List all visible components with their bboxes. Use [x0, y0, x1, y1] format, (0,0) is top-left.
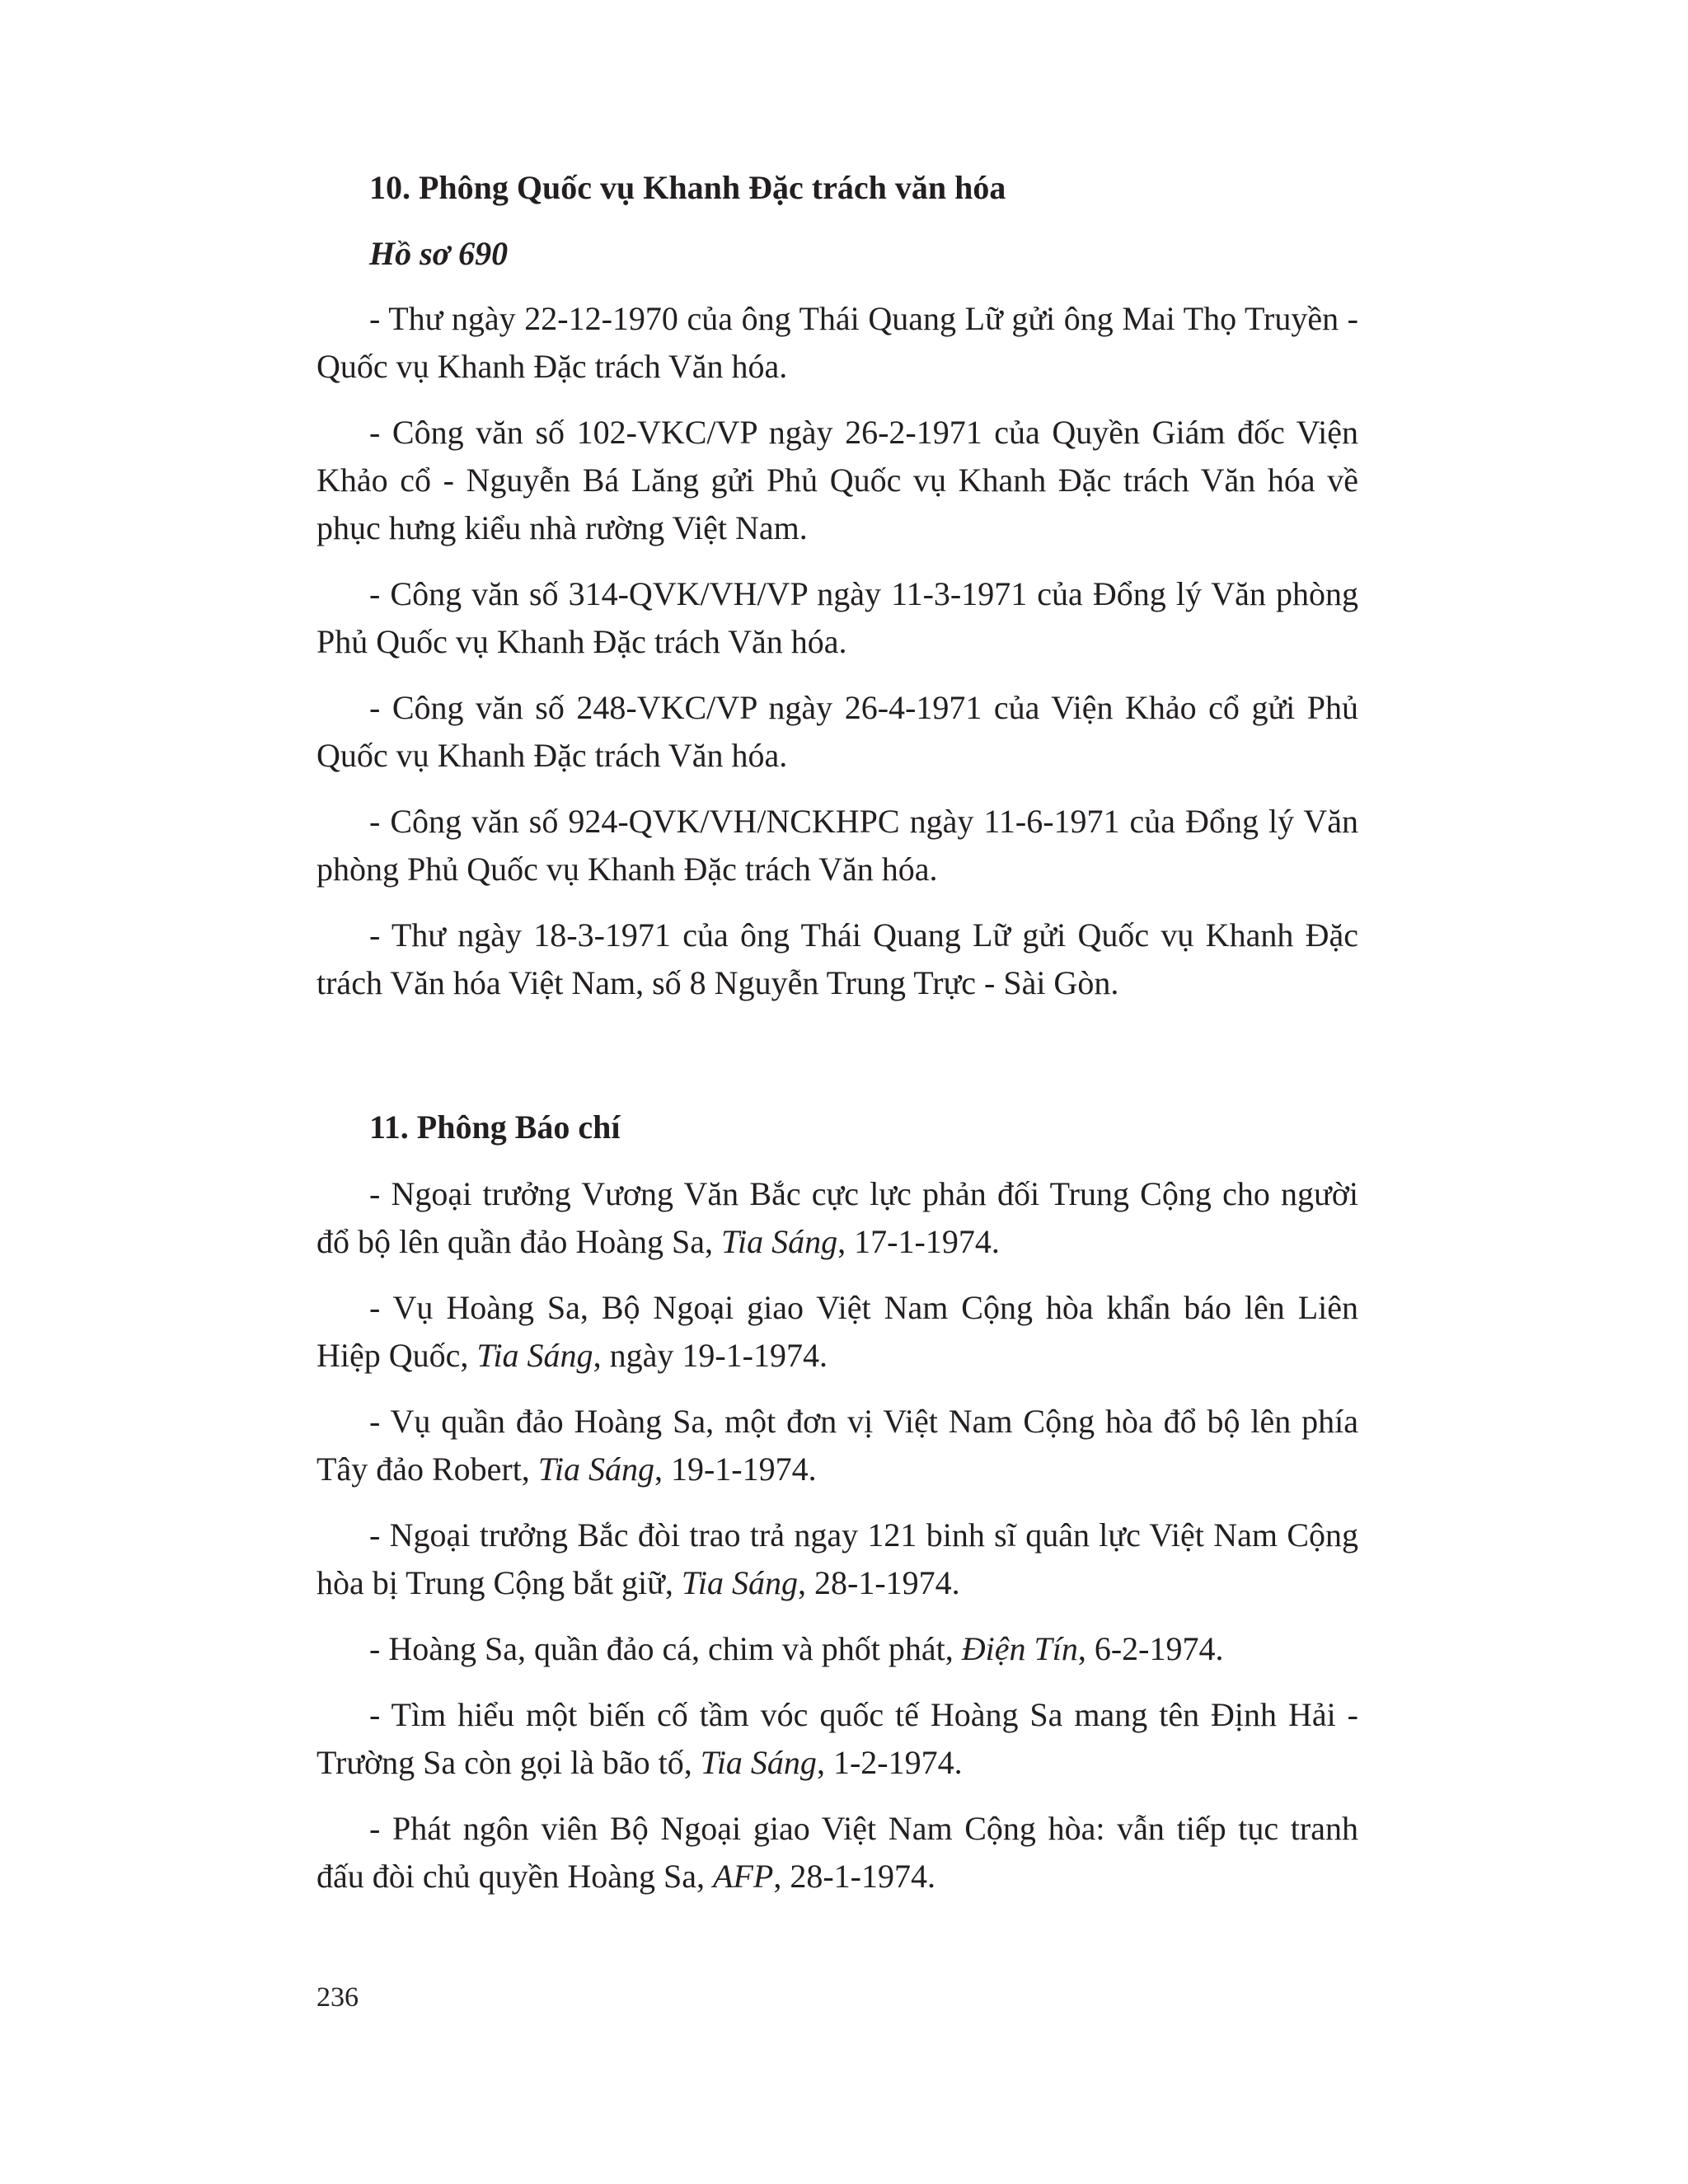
section-spacer	[316, 1025, 1358, 1104]
press-entry: - Phát ngôn viên Bộ Ngoại giao Việt Nam Cộng hòa: vẫn tiếp tục tranh đấu đòi chủ quyền Hoàng Sa, AFP, 28-1-1974.	[316, 1810, 1358, 1895]
document-entry: - Công văn số 102-VKC/VP ngày 26-2-1971 của Quyền Giám đốc Viện Khảo cổ - Nguyễn Bá Lăng gửi Phủ Quốc vụ Khanh Đặc trách Văn hóa về phục hưng kiểu nhà rường Việt Nam.	[316, 414, 1358, 546]
newspaper-name: Tia Sáng	[721, 1223, 838, 1260]
document-entry: - Thư ngày 18-3-1971 của ông Thái Quang Lữ gửi Quốc vụ Khanh Đặc trách Văn hóa Việt Nam, số 8 Nguyễn Trung Trực - Sài Gòn.	[316, 916, 1358, 1001]
document-entry: - Công văn số 314-QVK/VH/VP ngày 11-3-1971 của Đổng lý Văn phòng Phủ Quốc vụ Khanh Đặc trách Văn hóa.	[316, 575, 1358, 660]
press-entry: - Vụ quần đảo Hoàng Sa, một đơn vị Việt Nam Cộng hòa đổ bộ lên phía Tây đảo Robert, Tia Sáng, 19-1-1974.	[316, 1403, 1358, 1488]
document-page	[316, 165, 1358, 1919]
newspaper-name: Tia Sáng	[476, 1337, 593, 1374]
document-entry: - Thư ngày 22-12-1970 của ông Thái Quang Lữ gửi ông Mai Thọ Truyền - Quốc vụ Khanh Đặc trách Văn hóa.	[316, 300, 1358, 385]
section-11	[316, 1104, 1358, 1900]
newspaper-name: Điện Tín	[961, 1630, 1078, 1667]
press-entry: - Tìm hiểu một biến cố tầm vóc quốc tế Hoàng Sa mang tên Định Hải - Trường Sa còn gọi là bão tố, Tia Sáng, 1-2-1974.	[316, 1696, 1358, 1781]
press-entry: - Ngoại trưởng Bắc đòi trao trả ngay 121 binh sĩ quân lực Việt Nam Cộng hòa bị Trung Cộng bắt giữ, Tia Sáng, 28-1-1974.	[316, 1516, 1358, 1601]
document-entry: - Công văn số 924-QVK/VH/NCKHPC ngày 11-6-1971 của Đổng lý Văn phòng Phủ Quốc vụ Khanh Đặc trách Văn hóa.	[316, 803, 1358, 888]
press-entry: - Vụ Hoàng Sa, Bộ Ngoại giao Việt Nam Cộng hòa khẩn báo lên Liên Hiệp Quốc, Tia Sáng, ngày 19-1-1974.	[316, 1289, 1358, 1374]
section-heading: 10. Phông Quốc vụ Khanh Đặc trách văn hóa	[369, 169, 1006, 206]
document-entry: - Công văn số 248-VKC/VP ngày 26-4-1971 của Viện Khảo cổ gửi Phủ Quốc vụ Khanh Đặc trách Văn hóa.	[316, 689, 1358, 774]
section-10	[316, 165, 1358, 1007]
file-number-heading: Hồ sơ 690	[369, 235, 509, 272]
newspaper-name: Tia Sáng	[537, 1451, 654, 1488]
page-number: 236	[316, 1982, 359, 2013]
newspaper-name: Tia Sáng	[681, 1564, 798, 1601]
newspaper-name: Tia Sáng	[700, 1744, 817, 1781]
newspaper-name: AFP	[713, 1858, 774, 1895]
press-entry: - Hoàng Sa, quần đảo cá, chim và phốt phát, Điện Tín, 6-2-1974.	[369, 1630, 1224, 1667]
section-heading: 11. Phông Báo chí	[369, 1108, 621, 1146]
press-entry: - Ngoại trưởng Vương Văn Bắc cực lực phản đối Trung Cộng cho người đổ bộ lên quần đảo Hoàng Sa, Tia Sáng, 17-1-1974.	[316, 1175, 1358, 1260]
